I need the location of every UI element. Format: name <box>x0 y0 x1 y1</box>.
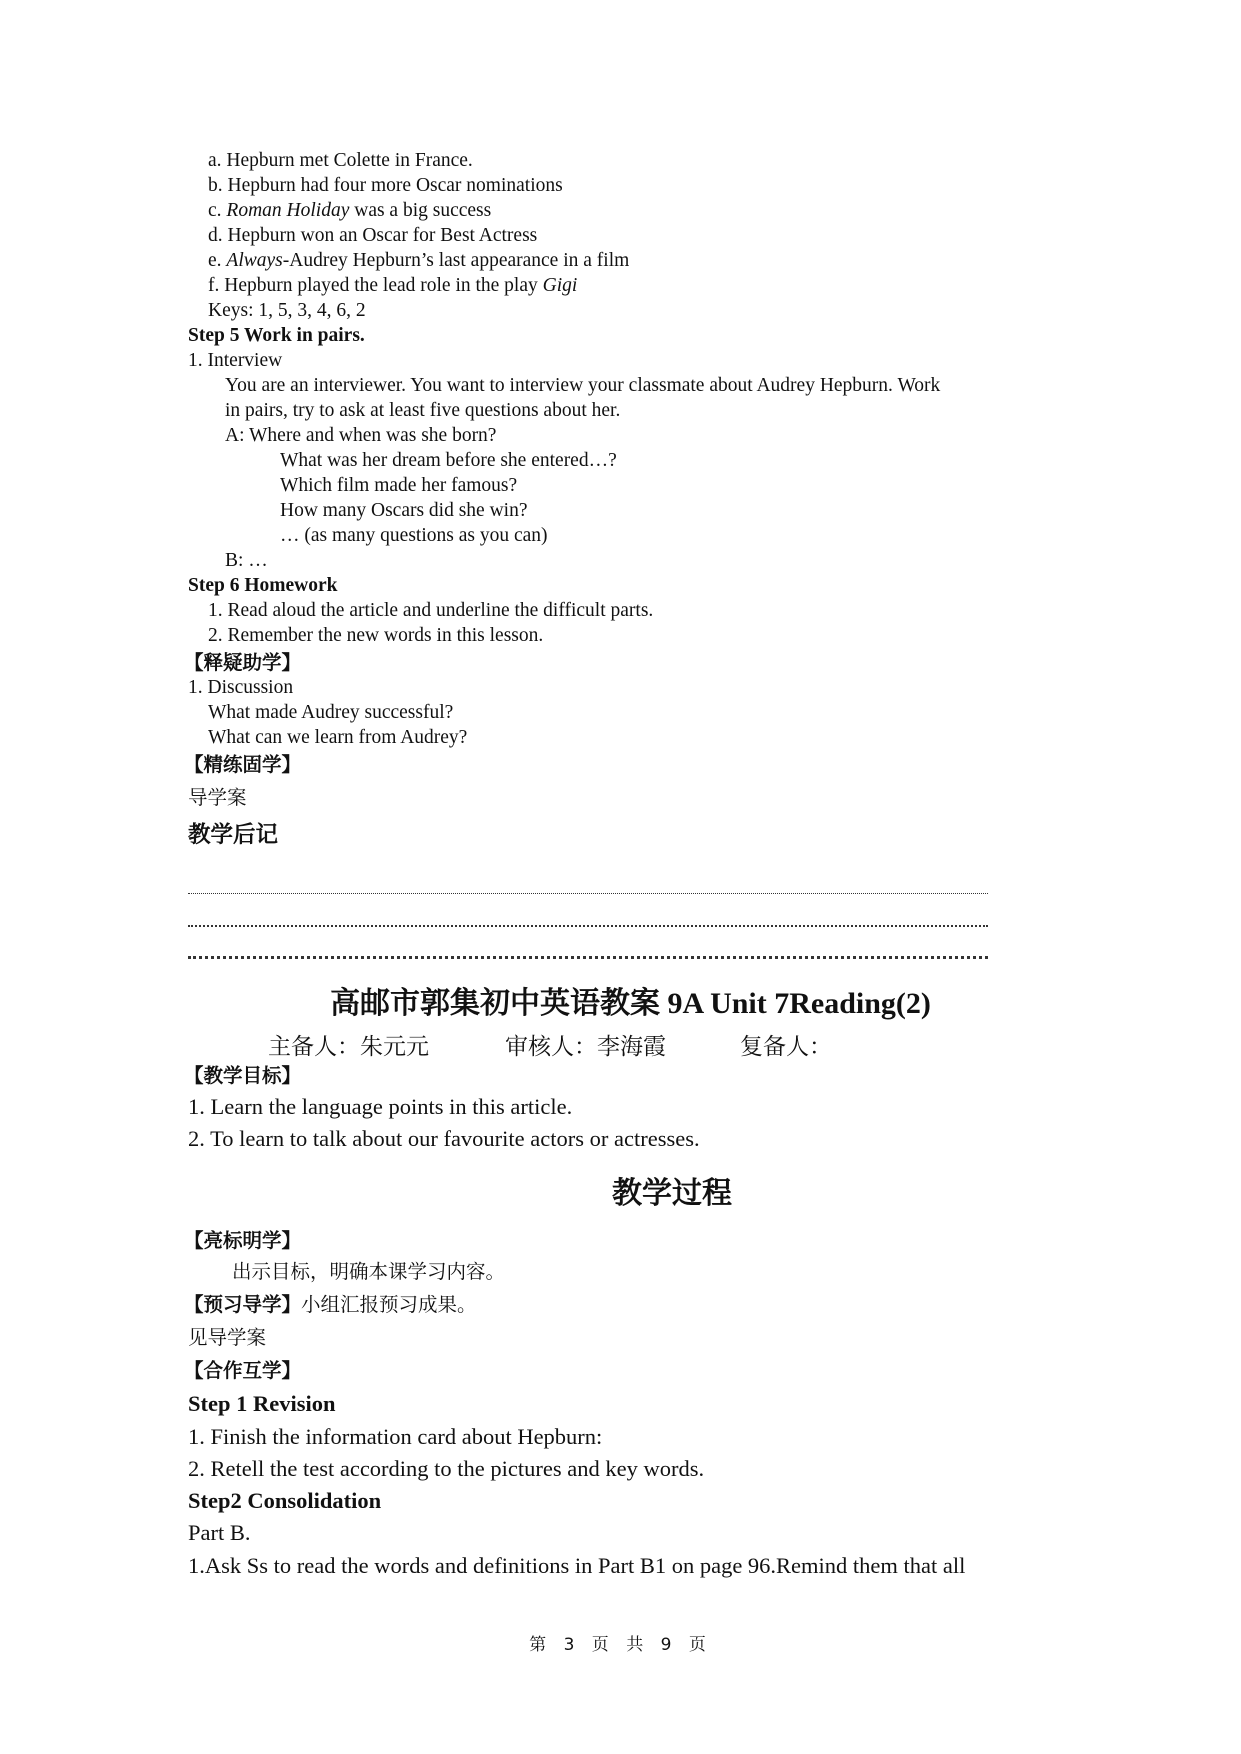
step2-item: 1.Ask Ss to read the words and definitions in Part B1 on page 96.Remind them that all <box>188 1553 966 1578</box>
process-title: 教学过程 <box>612 1176 732 1211</box>
step5-a-line: A: Where and when was she born? <box>225 425 497 446</box>
shiyi-heading: 【释疑助学】 <box>184 651 302 674</box>
answer-keys: Keys: 1, 5, 3, 4, 6, 2 <box>208 300 366 321</box>
jian-daoxuean: 见导学案 <box>188 1326 267 1349</box>
event-c: c. Roman Holiday was a big success <box>208 200 492 221</box>
step5-para-line2: in pairs, try to ask at least five questions about her. <box>225 400 621 421</box>
step1-heading: Step 1 Revision <box>188 1391 336 1416</box>
step5-b-line: B: … <box>225 550 268 571</box>
houji-heading: 教学后记 <box>188 822 279 848</box>
step5-question: Which film made her famous? <box>280 475 518 496</box>
step5-heading: Step 5 Work in pairs. <box>188 325 365 346</box>
dotted-line <box>188 925 988 927</box>
daoxuean-text: 导学案 <box>188 786 247 809</box>
co-prepared-by: 复备人： <box>740 1034 832 1060</box>
jinglian-heading: 【精练固学】 <box>184 753 302 776</box>
discussion-question: What made Audrey successful? <box>208 702 454 723</box>
liangbiao-text: 出示目标，明确本课学习内容。 <box>232 1260 506 1283</box>
homework-item: 1. Read aloud the article and underline the difficult parts. <box>208 600 654 621</box>
liangbiao-heading: 【亮标明学】 <box>184 1229 302 1252</box>
event-a: a. Hepburn met Colette in France. <box>208 150 473 171</box>
step5-para-line1: You are an interviewer. You want to interview your classmate about Audrey Hepburn. Work <box>225 375 941 396</box>
step5-question: How many Oscars did she win? <box>280 500 528 521</box>
lesson-title: 高邮市郭集初中英语教案 9A Unit 7Reading(2) <box>330 987 931 1020</box>
step6-heading: Step 6 Homework <box>188 575 338 596</box>
goal-item: 1. Learn the language points in this article. <box>188 1094 573 1119</box>
event-b: b. Hepburn had four more Oscar nominations <box>208 175 563 196</box>
prepared-by: 主备人：朱元元 <box>268 1034 429 1060</box>
step1-item: 2. Retell the test according to the pictures and key words. <box>188 1456 705 1481</box>
discussion-question: What can we learn from Audrey? <box>208 727 468 748</box>
reviewed-by: 审核人：李海霞 <box>505 1034 666 1060</box>
homework-item: 2. Remember the new words in this lesson. <box>208 625 544 646</box>
event-e: e. Always-Audrey Hepburn’s last appearance in a film <box>208 250 630 271</box>
film-title: Always <box>226 250 283 271</box>
step5-question: What was her dream before she entered…? <box>280 450 617 471</box>
goals-heading: 【教学目标】 <box>184 1064 302 1087</box>
step5-item: 1. Interview <box>188 350 283 371</box>
step2-heading: Step2 Consolidation <box>188 1488 382 1513</box>
discussion-item: 1. Discussion <box>188 677 294 698</box>
dotted-line <box>188 893 988 894</box>
yuxi-line <box>184 1292 477 1317</box>
page-footer: 第 3 页 共 9 页 <box>529 1635 712 1655</box>
event-d: d. Hepburn won an Oscar for Best Actress <box>208 225 538 246</box>
film-title: Roman Holiday <box>226 200 350 221</box>
dotted-line <box>188 956 988 959</box>
hezuo-heading: 【合作互学】 <box>184 1359 302 1382</box>
step5-question: … (as many questions as you can) <box>280 525 548 546</box>
yuxi-text: 小组汇报预习成果。 <box>301 1293 477 1316</box>
play-title: Gigi <box>542 275 578 296</box>
goal-item: 2. To learn to talk about our favourite actors or actresses. <box>188 1126 700 1151</box>
event-f: f. Hepburn played the lead role in the play Gigi <box>208 275 578 296</box>
yuxi-heading: 【预习导学】 <box>184 1293 302 1316</box>
step1-item: 1. Finish the information card about Hepburn: <box>188 1424 603 1449</box>
part-b-label: Part B. <box>188 1520 251 1545</box>
